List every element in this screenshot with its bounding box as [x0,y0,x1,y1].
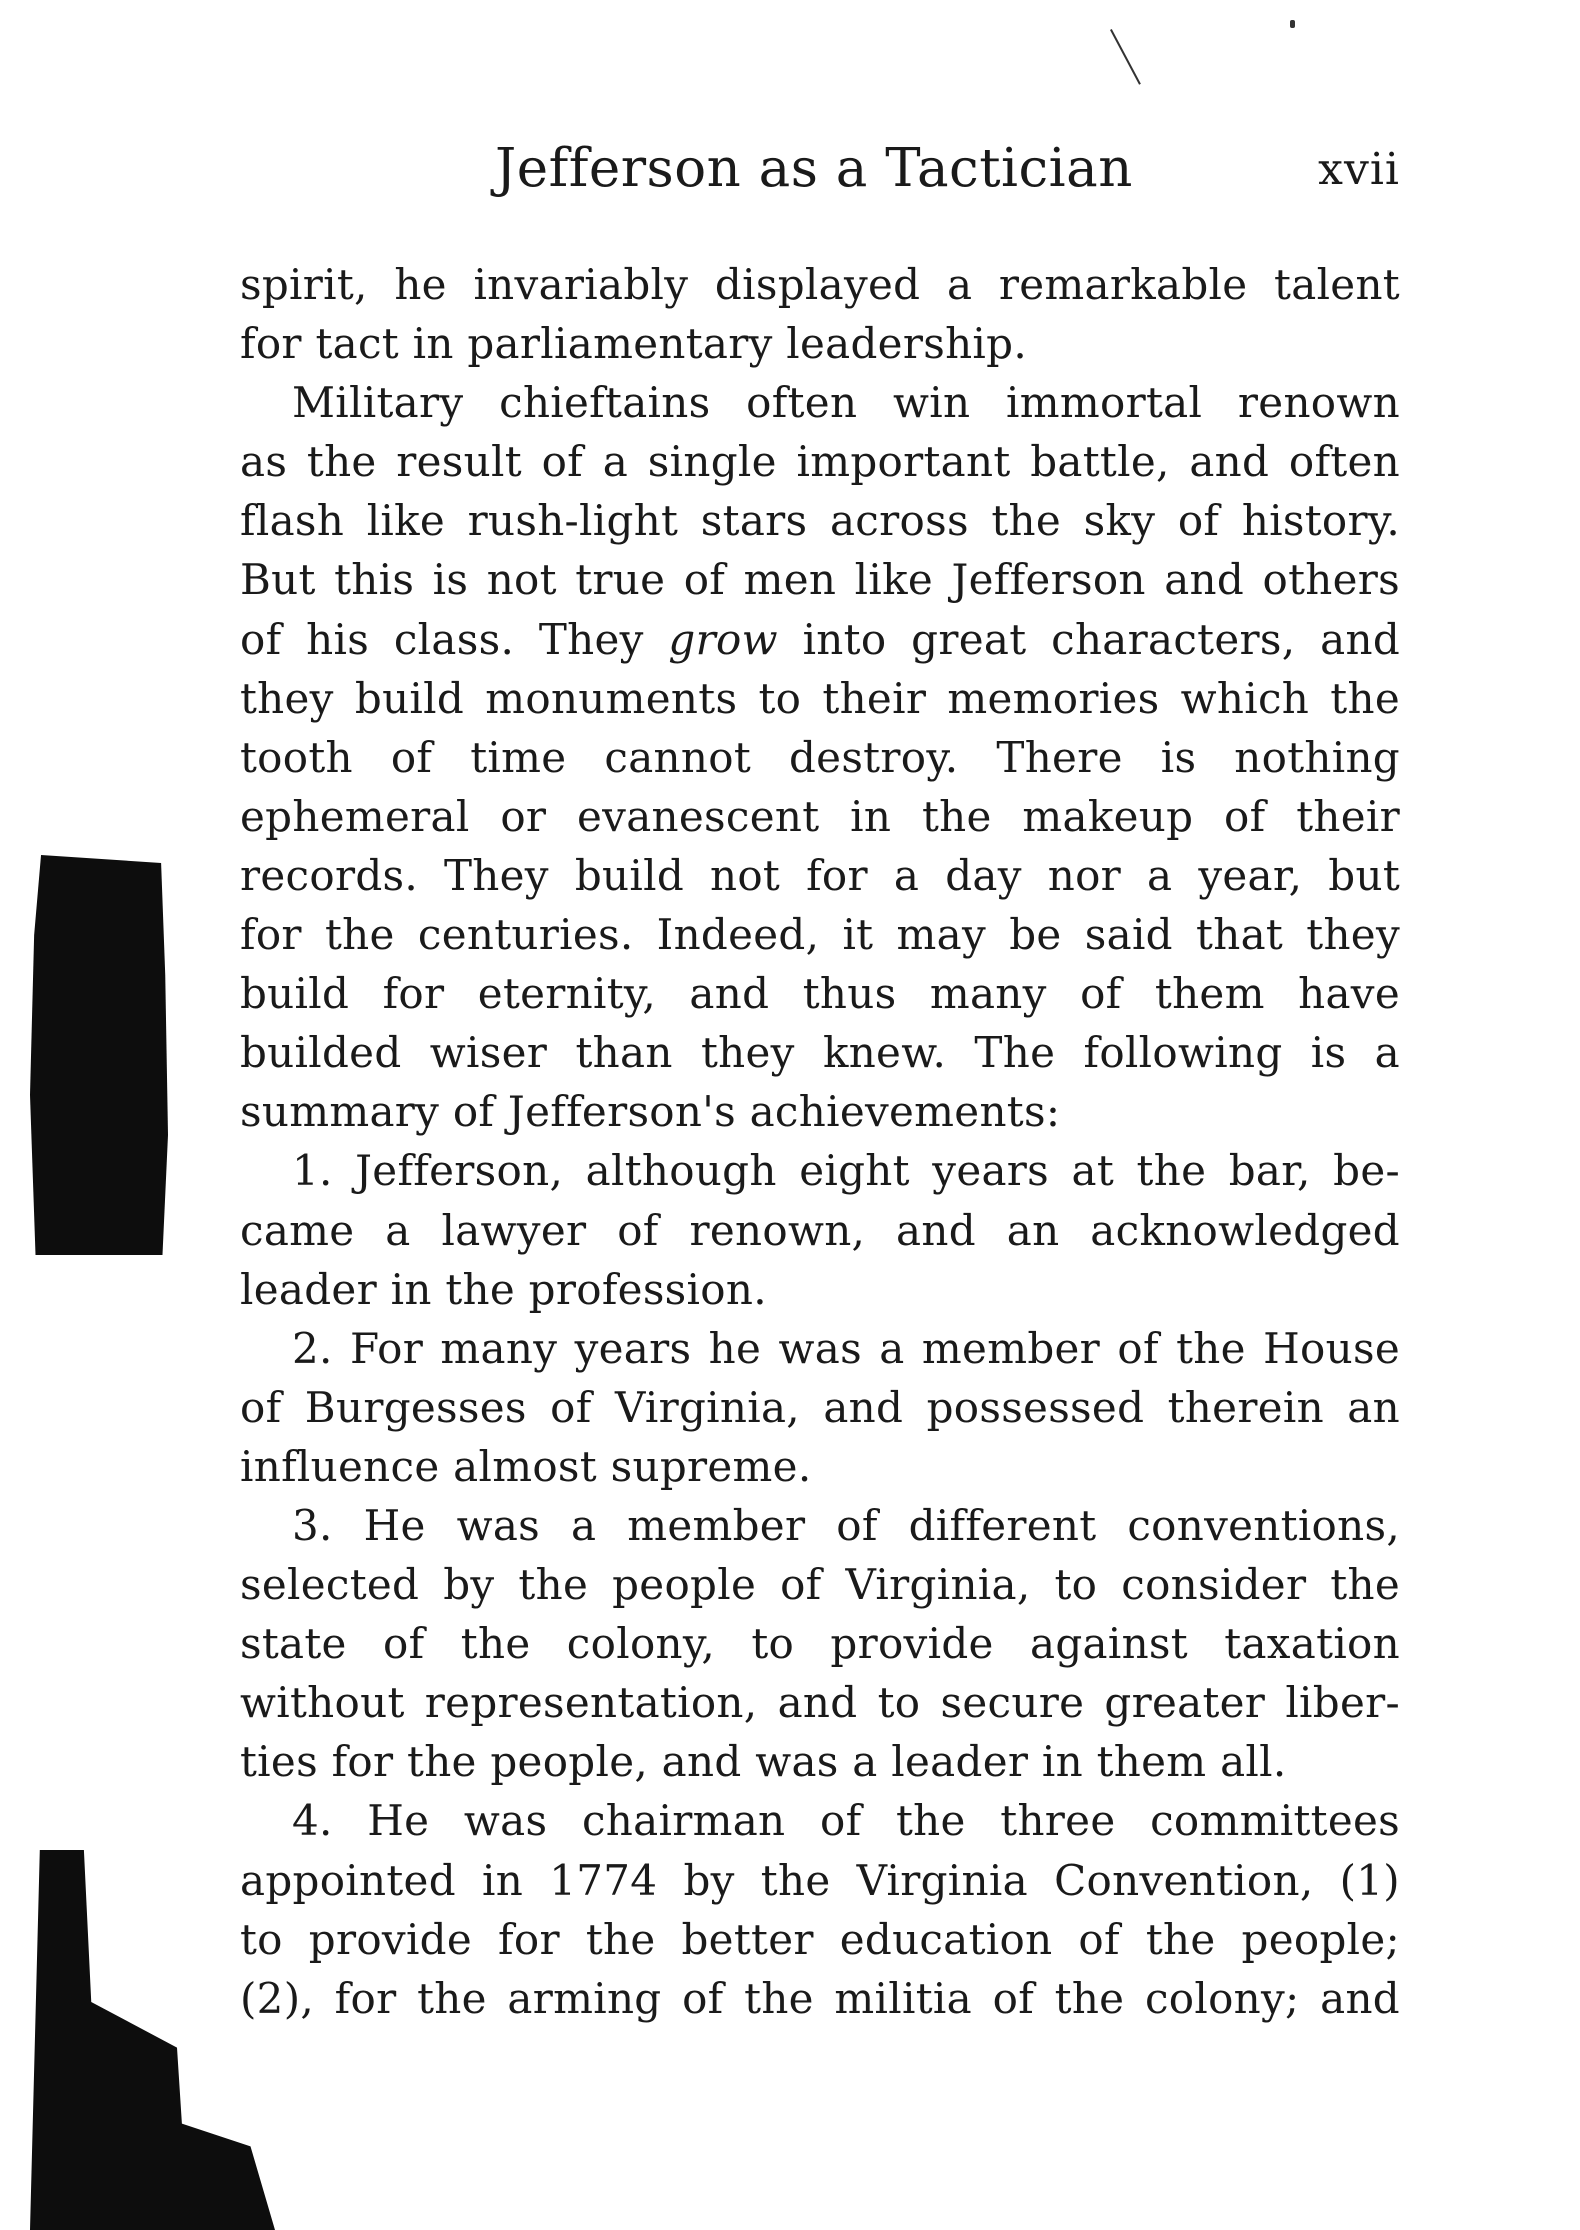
page-number: xvii [1318,144,1400,195]
text-line: selected by the people of Virginia, to consider the [240,1560,1400,1610]
scan-artifact-dot [1290,20,1295,28]
text-line: But this is not true of men like Jefferson and others [240,555,1400,605]
text-line: ephemeral or evanescent in the makeup of their [240,791,1400,841]
text-line: flash like rush-light stars across the sky of history. [240,496,1400,546]
text-line: (2), for the arming of the militia of the colony; and [240,1973,1400,2023]
text-line: spirit, he invariably displayed a remarkable talent [240,260,1400,309]
text-line: summary of Jefferson's achievements: [240,1087,1061,1137]
body-text [240,255,1400,2028]
running-title: Jefferson as a Tactician [495,138,1133,199]
text-line: 3. He was a member of different conventions, [292,1500,1400,1550]
text-line: without representation, and to secure greater liber- [240,1678,1400,1728]
text-line: for tact in parliamentary leadership. [240,319,1027,369]
text-line: 4. He was chairman of the three committees [292,1796,1400,1846]
text-line: for the centuries. Indeed, it may be said that they [240,910,1400,960]
text-line: of Burgesses of Virginia, and possessed therein an [240,1382,1400,1432]
text-line: tooth of time cannot destroy. There is nothing [240,732,1400,782]
text-line: appointed in 1774 by the Virginia Convention, (1) [240,1855,1400,1905]
scan-artifact-tick [1110,29,1141,85]
text-line: records. They build not for a day nor a year, but [240,850,1400,900]
scan-artifact-left-lower [30,1850,275,2230]
text-line: builded wiser than they knew. The following is a [240,1028,1400,1078]
text-line-with-emphasis [240,610,1400,669]
running-head [240,138,1400,208]
text-line: leader in the profession. [240,1264,767,1314]
text-line: to provide for the better education of the people; [240,1914,1400,1964]
text-line: 2. For many years he was a member of the House [292,1323,1400,1373]
text-line: state of the colony, to provide against taxation [240,1619,1400,1669]
text-fragment: of his class. They [240,614,644,664]
text-line: came a lawyer of renown, and an acknowledged [240,1205,1400,1255]
text-line: as the result of a single important battle, and often [240,437,1400,487]
text-line: ties for the people, and was a leader in them all. [240,1737,1287,1787]
text-line: 1. Jefferson, although eight years at the bar, be- [292,1146,1400,1196]
text-line: influence almost supreme. [240,1441,812,1491]
text-line: build for eternity, and thus many of them have [240,969,1400,1019]
text-fragment: into great characters, and [802,614,1401,664]
text-line: they build monuments to their memories which the [240,673,1400,723]
emphasized-word: grow [668,614,778,664]
text-line: Military chieftains often win immortal renown [292,378,1400,428]
scan-artifact-left-upper [30,855,168,1255]
